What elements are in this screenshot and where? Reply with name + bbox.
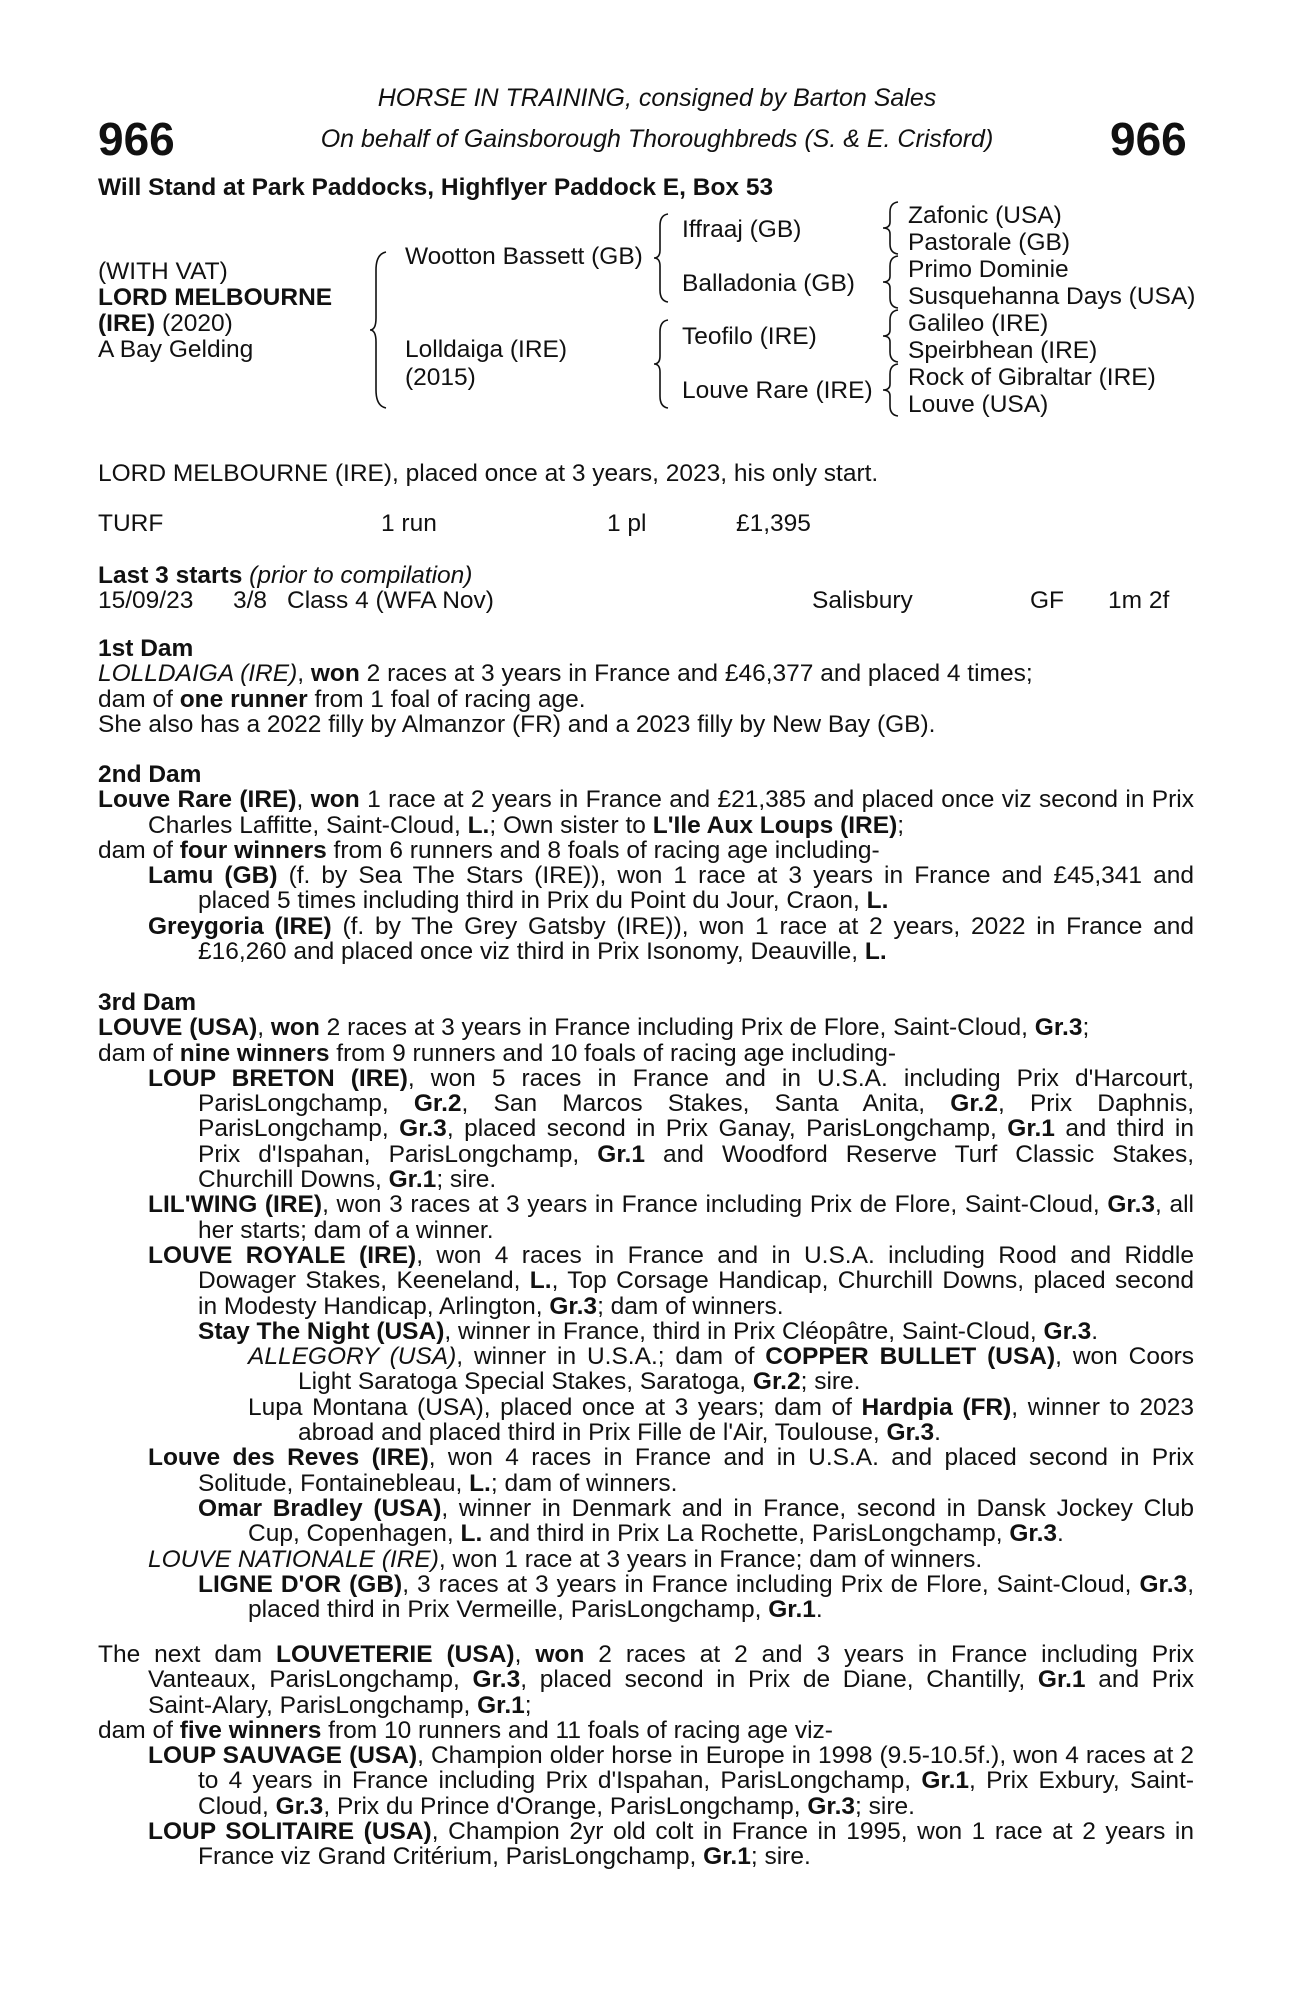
pedigree-brace-dam xyxy=(650,318,672,410)
first-dam-section xyxy=(98,636,1194,737)
pedigree-brace-ds xyxy=(880,308,902,364)
next-dam-produce: dam of five winners from 10 runners and 11 foals of racing age viz- xyxy=(98,1716,833,1744)
third-dam-line: LOUVE (USA), won 2 races at 3 years in France including Prix de Flore, Saint-Cloud, Gr.3; xyxy=(98,1014,1090,1042)
last-start-going: GF xyxy=(1030,587,1065,614)
vat-note: (WITH VAT) xyxy=(98,258,228,285)
foal-omar-bradley: Omar Bradley (USA), winner in Denmark and in France, second in Dansk Jockey Club Cup, Copenhagen, L. and third in Prix La Rochette, ParisLongchamp, Gr.3. xyxy=(198,1494,1194,1548)
last-start-race: Class 4 (WFA Nov) xyxy=(287,587,494,614)
foal-louve-nationale: LOUVE NATIONALE (IRE), won 1 race at 3 years in France; dam of winners. xyxy=(148,1545,983,1573)
lot-number-right: 966 xyxy=(1110,113,1187,165)
pedigree-dam: Lolldaiga (IRE) xyxy=(405,336,568,363)
last-starts-heading: Last 3 starts (prior to compilation) xyxy=(98,562,473,589)
third-dam-section xyxy=(98,990,1194,1622)
consignor-line: On behalf of Gainsborough Thoroughbreds (S. & E. Crisford) xyxy=(320,125,994,153)
second-dam-line: Louve Rare (IRE), won 1 race at 2 years in France and £21,385 and placed once viz second in Prix Charles Laffitte, Saint-Cloud, L.; Own sister to L'Ile Aux Loups (IRE); xyxy=(98,786,1194,839)
record-earnings: £1,395 xyxy=(736,510,811,537)
first-dam-heading: 1st Dam xyxy=(98,635,194,662)
consignment-line: HORSE IN TRAINING, consigned by Barton Sales xyxy=(377,84,937,112)
next-dam-line: The next dam LOUVETERIE (USA), won 2 races at 2 and 3 years in France including Prix Vanteaux, ParisLongchamp, Gr.3, placed second in Prix de Diane, Chantilly, Gr.1 and Prix Saint-Alary, ParisLongchamp, Gr.1; xyxy=(98,1641,1194,1719)
foal-louve-des-reves: Louve des Reves (IRE), won 4 races in France and in U.S.A. and placed second in Prix Solitude, Fontainebleau, L.; dam of winners. xyxy=(148,1444,1195,1497)
pedigree-sire-dam: Balladonia (GB) xyxy=(682,270,855,297)
pedigree-g7: Rock of Gibraltar (IRE) xyxy=(908,364,1156,391)
lot-number-left: 966 xyxy=(98,113,175,165)
next-dam-section xyxy=(98,1642,1194,1870)
pedigree-g6: Speirbhean (IRE) xyxy=(908,337,1098,364)
last-start-course: Salisbury xyxy=(812,587,913,614)
foal-louve-royale: LOUVE ROYALE (IRE), won 4 races in France and in U.S.A. including Rood and Riddle Dowager Stakes, Keeneland, L., Top Corsage Handicap, Churchill Downs, placed second in Modesty Handicap, Arlington, Gr.3; dam of winners. xyxy=(148,1241,1194,1320)
pedigree-dam-year: (2015) xyxy=(405,364,476,391)
foal-stay-the-night: Stay The Night (USA), winner in France, third in Prix Cléopâtre, Saint-Cloud, Gr.3. xyxy=(198,1317,1099,1345)
pedigree-sire: Wootton Bassett (GB) xyxy=(405,243,643,270)
last-start-position: 3/8 xyxy=(233,587,268,614)
last-start-distance: 1m 2f xyxy=(1108,587,1170,614)
pedigree-dam-dam: Louve Rare (IRE) xyxy=(682,377,873,404)
pedigree-g4: Susquehanna Days (USA) xyxy=(908,283,1196,310)
pedigree-brace-sd xyxy=(880,254,902,310)
second-dam-produce: dam of four winners from 6 runners and 8 foals of racing age including- xyxy=(98,836,880,864)
pedigree-g5: Galileo (IRE) xyxy=(908,310,1049,337)
foal-lupa-montana: Lupa Montana (USA), placed once at 3 years; dam of Hardpia (FR), winner to 2023 abroad and placed third in Prix Fille de l'Air, Toulouse, Gr.3. xyxy=(248,1393,1194,1447)
record-surface: TURF xyxy=(98,510,164,537)
third-dam-heading: 3rd Dam xyxy=(98,989,197,1016)
second-dam-section xyxy=(98,762,1194,964)
foal-loup-sauvage: LOUP SAUVAGE (USA), Champion older horse in Europe in 1998 (9.5-10.5f.), won 4 races at 2 to 4 years in France including Prix d'Ispahan, ParisLongchamp, Gr.1, Prix Exbury, Saint-Cloud, Gr.3, Prix du Prince d'Orange, ParisLongchamp, Gr.3; sire. xyxy=(148,1742,1194,1820)
pedigree-brace-ss xyxy=(880,200,902,256)
pedigree-dam-sire: Teofilo (IRE) xyxy=(682,323,817,350)
pedigree-g8: Louve (USA) xyxy=(908,391,1049,418)
foal-loup-breton: LOUP BRETON (IRE), won 5 races in France and in U.S.A. including Prix d'Harcourt, ParisLongchamp, Gr.2, San Marcos Stakes, Santa Anita, Gr.2, Prix Daphnis, ParisLongchamp, Gr.3, placed second in Prix Ganay, ParisLongchamp, Gr.1 and third in Prix d'Ispahan, ParisLongchamp, Gr.1 and Woodford Reserve Turf Classic Stakes, Churchill Downs, Gr.1; sire. xyxy=(148,1064,1195,1194)
first-dam-line: LOLLDAIGA (IRE), won 2 races at 3 years in France and £46,377 and placed 4 times; xyxy=(98,660,1033,688)
second-dam-heading: 2nd Dam xyxy=(98,761,202,788)
race-summary: LORD MELBOURNE (IRE), placed once at 3 years, 2023, his only start. xyxy=(98,460,879,487)
pedigree-g1: Zafonic (USA) xyxy=(908,202,1062,229)
second-dam-foal-lamu: Lamu (GB) (f. by Sea The Stars (IRE)), won 1 race at 3 years in France and £45,341 and placed 5 times including third in Prix du Point du Jour, Craon, L. xyxy=(148,862,1195,915)
pedigree-brace-dd xyxy=(880,362,902,418)
record-placed: 1 pl xyxy=(607,510,647,537)
first-dam-produce: dam of one runner from 1 foal of racing age. xyxy=(98,685,586,713)
second-dam-foal-greygoria: Greygoria (IRE) (f. by The Grey Gatsby (IRE)), won 1 race at 2 years, 2022 in France and £16,260 and placed once viz third in Prix Isonomy, Deauville, L. xyxy=(148,912,1194,966)
last-start-date: 15/09/23 xyxy=(98,587,194,614)
horse-name: LORD MELBOURNE xyxy=(98,284,333,311)
pedigree-brace-sire xyxy=(650,212,672,304)
pedigree-g3: Primo Dominie xyxy=(908,256,1069,283)
foal-allegory: ALLEGORY (USA), winner in U.S.A.; dam of COPPER BULLET (USA), won Coors Light Saratoga Special Stakes, Saratoga, Gr.2; sire. xyxy=(248,1343,1195,1396)
foal-ligne-dor: LIGNE D'OR (GB), 3 races at 3 years in France including Prix de Flore, Saint-Cloud, Gr.3, placed third in Prix Vermeille, ParisLongchamp, Gr.1. xyxy=(198,1570,1194,1624)
pedigree-sire-sire: Iffraaj (GB) xyxy=(682,216,802,243)
stand-location: Will Stand at Park Paddocks, Highflyer Paddock E, Box 53 xyxy=(98,174,774,201)
pedigree-g2: Pastorale (GB) xyxy=(908,229,1071,256)
horse-description: A Bay Gelding xyxy=(98,336,254,363)
foal-loup-solitaire: LOUP SOLITAIRE (USA), Champion 2yr old colt in France in 1995, won 1 race at 2 years in France viz Grand Critérium, ParisLongchamp, Gr.1; sire. xyxy=(148,1818,1194,1871)
foal-lilwing: LIL'WING (IRE), won 3 races at 3 years in France including Prix de Flore, Saint-Cloud, Gr.3, all her starts; dam of a winner. xyxy=(148,1191,1194,1244)
pedigree-brace-main xyxy=(368,250,390,410)
horse-country-year: (IRE) (2020) xyxy=(98,310,233,337)
record-runs: 1 run xyxy=(381,510,437,537)
third-dam-produce: dam of nine winners from 9 runners and 10 foals of racing age including- xyxy=(98,1039,897,1067)
first-dam-note: She also has a 2022 filly by Almanzor (FR) and a 2023 filly by New Bay (GB). xyxy=(98,710,936,738)
